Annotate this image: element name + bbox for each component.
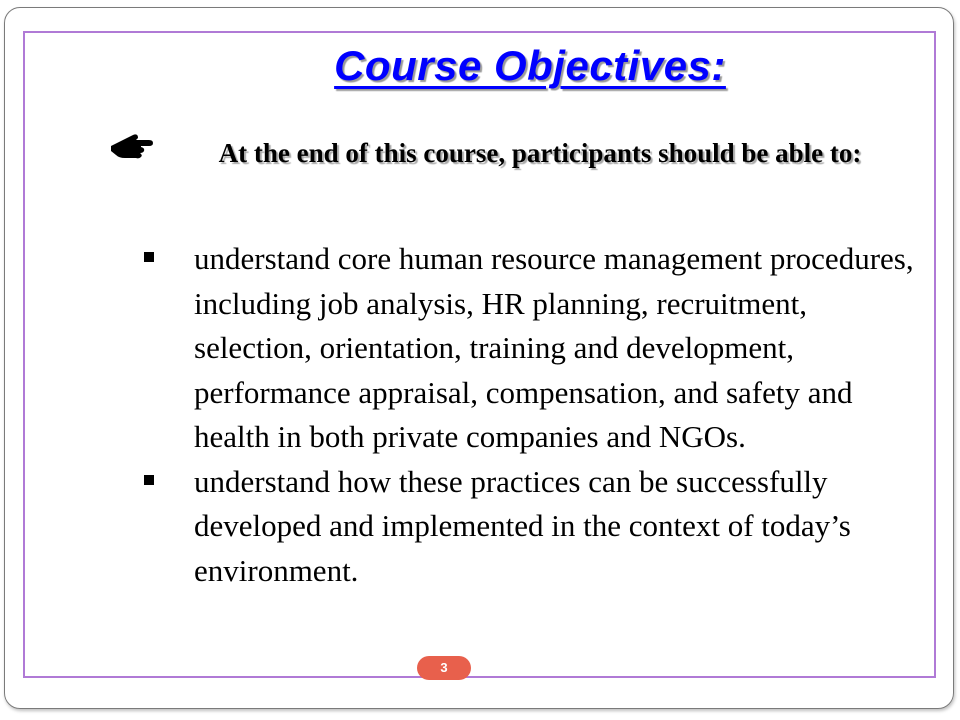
page-number-badge: 3 [417, 656, 471, 680]
list-item [142, 237, 932, 460]
slide-title: Course Objectives: [334, 42, 726, 89]
intro-text: At the end of this course, participants should be able to: [218, 138, 862, 168]
bullet-text: understand how these practices can be successfully developed and implemented in the context of today’s environment. [194, 463, 851, 588]
list-item [142, 460, 932, 594]
square-bullet-icon [144, 475, 154, 485]
pointing-hand-icon [107, 131, 157, 161]
bullet-text: understand core human resource management procedures, including job analysis, HR planning, recruitment, selection, orientation, training and development, performance appraisal, compensation, and safety and health in both private companies and NGOs. [194, 241, 914, 454]
square-bullet-icon [144, 252, 154, 262]
objectives-list [142, 237, 932, 593]
